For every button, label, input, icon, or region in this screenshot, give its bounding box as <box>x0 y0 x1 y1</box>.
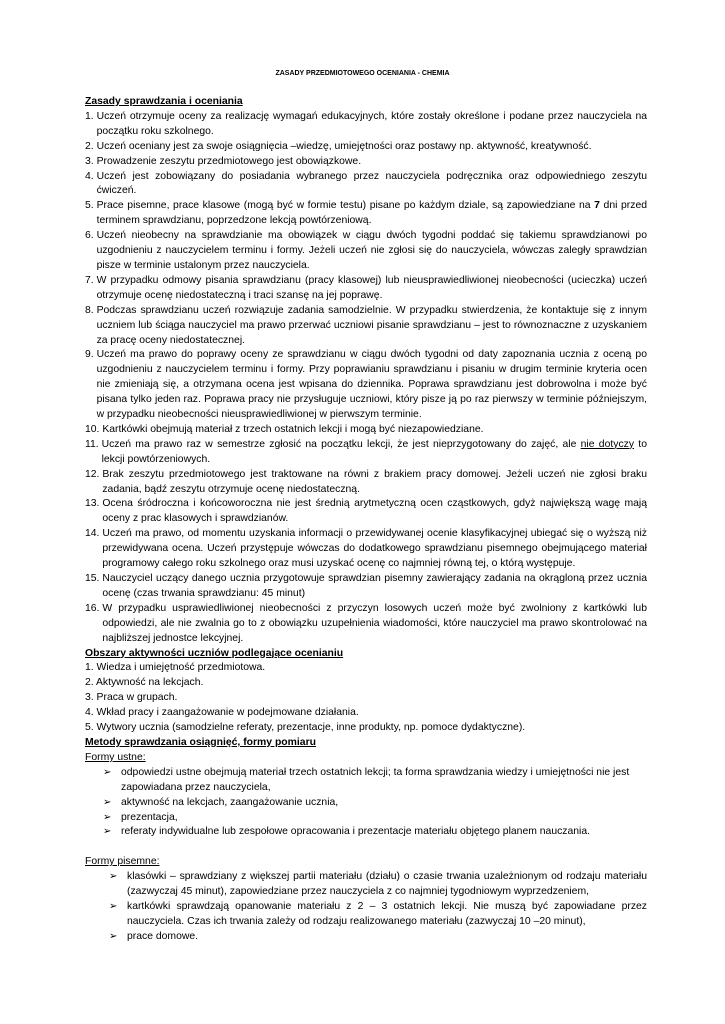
item-text: Kartkówki obejmują materiał z trzech ostatnich lekcji i mogą być niezapowiedziane. <box>102 423 484 435</box>
arrow-bullet-icon: ➢ <box>109 930 118 942</box>
oral-forms-list <box>85 766 647 841</box>
list-item <box>85 199 647 229</box>
subsection-heading-written: Formy pisemne: <box>85 856 160 868</box>
subsection-heading-oral: Formy ustne: <box>85 751 146 763</box>
bold-days: 7 <box>594 200 600 212</box>
item-number: 14. <box>85 528 100 540</box>
document-title: ZASADY PRZEDMIOTOWEGO OCENIANIA - CHEMIA <box>275 70 450 77</box>
written-forms-list <box>85 870 647 945</box>
bullet-item: ➢ kartkówki sprawdzają opanowanie materiału z 2 – 3 ostatnich lekcji. Nie muszą być zapowiadane przez nauczyciela. Czas ich trwania zależy od rodzaju realizowanego materiału (zazwyczaj 10 –20 minut), <box>85 900 647 930</box>
arrow-bullet-icon: ➢ <box>103 766 112 778</box>
arrow-bullet-icon: ➢ <box>109 871 118 883</box>
item-number: 9. <box>85 349 94 361</box>
item-number: 10. <box>85 423 100 435</box>
list-item <box>85 110 647 140</box>
item-text: W przypadku usprawiedliwionej nieobecności z przyczyn losowych uczeń może być zwolniony z kartkówki lub odpowiedzi, ale nie zwalnia go to z obowiązku uzupełnienia wiadomości, które nauczyciel ma prawo skontrolować na najbliższej jednostce lekcyjnej. <box>102 602 647 644</box>
item-number: 16. <box>85 602 100 614</box>
list-item <box>85 304 647 349</box>
item-text: Uczeń nieobecny na sprawdzianie ma obowiązek w ciągu dwóch tygodni poddać się takiemu sprawdzianowi po uzgodnieniu z nauczycielem terminu i formy. Jeżeli uczeń nie zgłosi się do nauczyciela, wówczas zaległy sprawdzian pisze w terminie ustalonym przez nauczyciela. <box>96 230 647 271</box>
list-item <box>85 602 647 647</box>
bullet-item: ➢ prace domowe. <box>85 930 647 945</box>
spacer <box>85 840 647 855</box>
item-number: 2. <box>85 140 94 152</box>
item-text: Uczeń oceniany jest za swoje osiągnięcia –wiedzę, umiejętności oraz postawy np. aktywność, kreatywność. <box>96 140 592 152</box>
item-number: 13. <box>85 498 100 510</box>
item-text: Uczeń ma prawo raz w semestrze zgłosić na początku lekcji, że jest nieprzygotowany do zajęć, ale nie dotyczy to lekcji powtórzeniowych. <box>101 438 647 465</box>
bullet-item: ➢ klasówki – sprawdziany z większej partii materiału (działu) o czasie trwania uzależnionym od rodzaju materiału (zazwyczaj 45 minut), zapowiedziane przez nauczyciela z co najmniej tygodniowym wyprzedzeniem, <box>85 870 647 900</box>
activity-areas-list <box>85 661 647 736</box>
section-heading-grading-rules: Zasady sprawdzania i oceniania <box>85 96 243 107</box>
item-text: Podczas sprawdzianu uczeń rozwiązuje zadania samodzielnie. W przypadku stwierdzenia, że kontaktuje się z innym uczniem lub ściąga nauczyciel ma prawo przerwać uczniowi pisanie sprawdzianu – jest to równoznaczne z uzyskaniem za pracę oceny niedostatecznej. <box>96 304 647 346</box>
arrow-bullet-icon: ➢ <box>103 796 112 808</box>
arrow-bullet-icon: ➢ <box>103 826 112 838</box>
item-text: Uczeń ma prawo do poprawy oceny ze sprawdzianu w ciągu dwóch tygodni od daty zapoznania ucznia z oceną po uzgodnieniu z nauczycielem terminu i formy. Przy poprawianiu sprawdzianu i pisaniu w drugim terminie kryteria ocen nie zmieniają się, a otrzymana ocena jest wpisana do dziennika. Poprawa sprawdzianu jest dobrowolna i może być pisana tylko jeden raz. Poprawa pracy nie przysługuje uczniowi, który pisze ją po raz pierwszy w terminie późniejszym, w przypadku nieobecności nieusprawiedliwionej w pierwszym terminie. <box>96 349 647 421</box>
list-item: 4. Wkład pracy i zaangażowanie w podejmowane działania. <box>85 707 359 719</box>
list-item: 1. Wiedza i umiejętność przedmiotowa. <box>85 662 266 674</box>
list-item <box>85 155 647 170</box>
item-number: 8. <box>85 304 94 316</box>
grading-rules-list <box>85 110 647 647</box>
list-item: 3. Praca w grupach. <box>85 692 178 704</box>
item-text: Nauczyciel uczący danego ucznia przygotowuje sprawdzian pisemny zawierający zadania na okrągloną przez ucznia ocenę (czas trwania sprawdzianu: 45 minut) <box>102 573 647 599</box>
item-text: Ocena śródroczna i końcoworoczna nie jest średnią arytmetyczną ocen cząstkowych, gdyż największą wagę mają oceny z prac klasowych i sprawdzianów. <box>102 498 647 525</box>
item-text: W przypadku odmowy pisania sprawdzianu (pracy klasowej) lub nieusprawiedliwionej nieobecności (ucieczka) uczeń otrzymuje ocenę niedostateczną i traci szansę na jej poprawę. <box>96 274 647 301</box>
list-item <box>85 274 647 304</box>
item-number: 5. <box>85 200 94 212</box>
item-number: 15. <box>85 573 100 584</box>
bullet-item: ➢ aktywność na lekcjach, zaangażowanie ucznia, <box>85 796 647 811</box>
list-item <box>85 497 647 527</box>
list-item <box>85 348 647 423</box>
item-text: Prowadzenie zeszytu przedmiotowego jest obowiązkowe. <box>96 155 362 167</box>
item-number: 7. <box>85 274 94 286</box>
item-number: 4. <box>85 170 94 182</box>
list-item <box>85 572 647 602</box>
list-item: 2. Aktywność na lekcjach. <box>85 677 204 689</box>
item-text: Uczeń otrzymuje oceny za realizację wymagań edukacyjnych, które zostały określone i podane przez nauczyciela na początku roku szkolnego. <box>96 110 647 137</box>
arrow-bullet-icon: ➢ <box>109 901 118 913</box>
list-item <box>85 468 647 498</box>
list-item <box>85 438 647 468</box>
item-number: 6. <box>85 230 94 242</box>
list-item <box>85 527 647 572</box>
bullet-item: ➢ referaty indywidualne lub zespołowe opracowania i prezentacje materiału objętego planem nauczania. <box>85 825 647 840</box>
item-text: Prace pisemne, prace klasowe (mogą być w formie testu) pisane po każdym dziale, są zapowiedziane na 7 dni przed terminem sprawdzianu, poprzedzone lekcją powtórzeniową. <box>96 200 647 227</box>
list-item <box>85 140 647 155</box>
list-item: 5. Wytwory ucznia (samodzielne referaty, prezentacje, inne produkty, np. pomoce dydaktyczne). <box>85 722 526 734</box>
item-number: 1. <box>85 110 94 122</box>
list-item <box>85 170 647 200</box>
list-item <box>85 229 647 274</box>
section-heading-assessment-methods: Metody sprawdzania osiągnięć, formy pomiaru <box>85 736 316 748</box>
bullet-item: ➢ odpowiedzi ustne obejmują materiał trzech ostatnich lekcji; ta forma sprawdzania wiedzy i umiejętności nie jest zapowiadana przez nauczyciela, <box>85 766 647 796</box>
item-number: 12. <box>85 468 100 480</box>
item-number: 3. <box>85 155 94 167</box>
section-heading-activity-areas: Obszary aktywności uczniów podlegające ocenianiu <box>85 647 344 659</box>
item-text: Brak zeszytu przedmiotowego jest traktowane na równi z brakiem pracy domowej. Jeżeli uczeń nie zgłosi braku zadania, bądź zeszytu otrzymuje ocenę niedostateczną. <box>102 468 647 495</box>
document-body <box>85 95 647 945</box>
underlined-text: nie dotyczy <box>580 438 635 450</box>
item-text: Uczeń ma prawo, od momentu uzyskania informacji o przewidywanej ocenie klasyfikacyjnej ubiegać się o wyższą niż przewidywana ocena. Uczeń przystępuje wówczas do dodatkowego sprawdzianu pisemnego obejmującego materiał programowy całego roku szkolnego oraz musi uzyskać ocenę co najmniej równą tej, o którą występuje. <box>102 528 647 570</box>
bullet-item: ➢ prezentacja, <box>85 811 647 826</box>
arrow-bullet-icon: ➢ <box>103 811 112 823</box>
item-text: Uczeń jest zobowiązany do posiadania wybranego przez nauczyciela podręcznika oraz odpowiedniego zeszytu ćwiczeń. <box>96 170 647 197</box>
list-item <box>85 423 647 438</box>
item-number: 11. <box>85 438 99 450</box>
